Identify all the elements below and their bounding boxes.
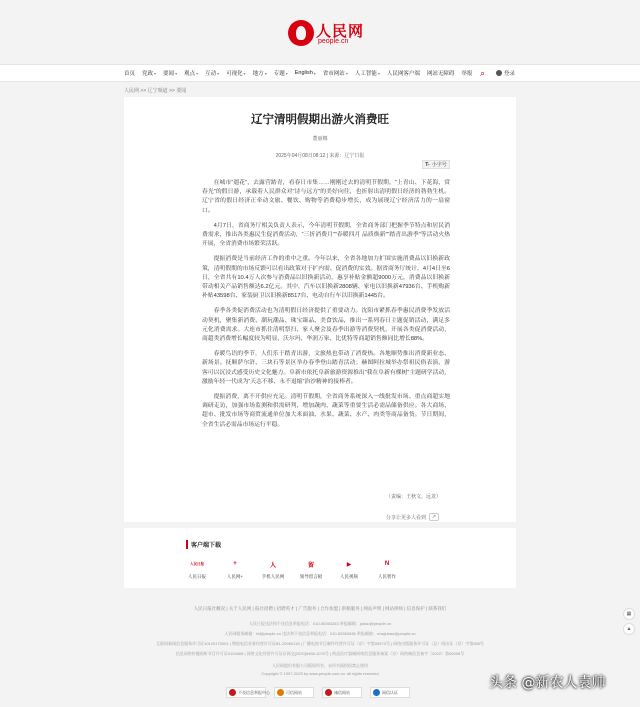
nav-item-label: 专题	[273, 71, 285, 77]
app-label: 人民网+	[226, 574, 244, 579]
app-icon: +	[228, 557, 242, 571]
nav-item-label: 互动	[205, 71, 217, 77]
app-download-panel	[124, 528, 516, 588]
share-icon[interactable]: ↗	[429, 513, 439, 521]
nav-item-label: 首页	[124, 71, 136, 77]
footer-badges	[226, 687, 410, 698]
nav-item-label: 党政	[142, 71, 154, 77]
back-to-top-icon[interactable]: ▲	[623, 623, 635, 635]
side-toolbar	[623, 608, 635, 638]
app-label: 人民智作	[378, 574, 396, 579]
badge-label: 可信网站	[286, 689, 302, 695]
app-download-item[interactable]	[338, 557, 360, 580]
badge-icon	[325, 689, 332, 696]
font-size-icon: T-	[425, 161, 430, 168]
nav-item[interactable]	[205, 69, 219, 77]
footer-badge[interactable]	[226, 687, 270, 698]
nav-items	[124, 69, 472, 77]
nav-item[interactable]	[184, 69, 198, 77]
article-paragraph: 提振消费是当前经济工作的重中之重。今年以来，全省各地加力扩围实施消费品以旧换新政策，清明假期的市场反馈可以看出政策对于扩内需、促消费的实效。据省商务厅统计，4月4日至6日，全省共有10.4万人次参与消费品以旧换新活动，惠享补贴金额超9000万元，消费品以旧换新带动相关产品销售额达6.2亿元。其中，汽车以旧换新2808辆、家电以旧换新47936台、手机购新补贴43598台、家装厨卫以旧换新8517台、电动自行车以旧换新1445台。	[202, 256, 450, 300]
app-download-item[interactable]	[300, 557, 322, 580]
nav-item[interactable]	[461, 69, 472, 77]
nav-item-label: 举报	[461, 71, 473, 77]
nav-item-label: 观点	[184, 71, 196, 77]
site-logo[interactable]	[288, 20, 365, 48]
app-icon: ▶	[342, 557, 356, 571]
footer-line-4: 信息网络传播视听节目许可证0104065 | 网络文化经营许可证京网文[2020]5498-1075号 | 药品医疗器械网络信息服务备案（京）网药械信息备字（2022）第00006号	[175, 651, 465, 656]
qr-code-icon[interactable]: ▦	[623, 608, 635, 620]
nav-item-label: 可视化	[226, 71, 243, 77]
chevron-down-icon: ▾	[313, 70, 316, 76]
app-icon: 人	[266, 557, 280, 571]
main-nav	[0, 64, 640, 82]
nav-item-label: English	[294, 70, 313, 76]
footer-links[interactable]: 人民日报社概况 | 关于人民网 | 报社招聘 | 招聘英才 | 广告服务 | 合作加盟 | 供稿服务 | 网站声明 | 网站律师 | 信息保护 | 联系我们	[193, 606, 447, 611]
app-label: 领导留言板	[299, 574, 323, 579]
footer-line-3: 互联网新闻信息服务许可证10120170001 | 增值电信业务经营许可证B1-20060118 | 广播电视节目制作经营许可证（京）字第00973号 | 网络出版服务许可证（总）网出证（京）字第056号	[156, 641, 484, 646]
login-label: 登录	[504, 71, 516, 77]
article-panel	[124, 97, 516, 522]
nav-item[interactable]	[253, 69, 267, 77]
app-list	[186, 557, 398, 580]
article-paragraph: 在城市“遛花”，去露营踏青，看春日市集……刚刚过去的清明节假期，“上青山、下花海、赏春光”的假日游，承载着人民群众对“诗与远方”的美好向往，也折射出清明假日经济的勃勃生机。辽宁省的假日经济正牵动文旅、餐饮、购物等消费稳步增长，成为展现辽宁经济活力的一扇窗口。	[202, 180, 450, 214]
nav-item-label: 要闻	[163, 71, 175, 77]
article-source-note: （责编：王秋文、远龙）	[386, 494, 442, 500]
app-download-item[interactable]	[224, 557, 246, 580]
nav-item[interactable]	[323, 69, 348, 77]
footer-badge[interactable]	[274, 687, 314, 698]
logo-text-cn: 人民网	[316, 22, 365, 40]
font-size-button[interactable]	[422, 160, 450, 169]
chevron-down-icon: ▾	[217, 70, 220, 76]
breadcrumb[interactable]: 人民网 >> 辽宁频道 >> 要闻	[124, 88, 187, 94]
font-size-label: 小字号	[431, 162, 447, 168]
nav-item[interactable]	[295, 69, 316, 77]
app-icon: N	[380, 557, 394, 571]
nav-item[interactable]	[163, 69, 177, 77]
login-button[interactable]	[496, 69, 515, 77]
badge-label: 网信认证	[382, 689, 398, 695]
share-bar[interactable]	[386, 513, 439, 521]
footer-line-2: 人民网服务邮箱：kf@people.cn 违法和不良信息举报电话：010-65363636 举报邮箱：rmwjubao@people.cn	[224, 631, 416, 636]
chevron-down-icon: ▾	[175, 70, 178, 76]
logo-text-en: people.cn	[318, 38, 349, 45]
nav-item[interactable]	[226, 69, 246, 77]
footer-line-1: 人民日报违法和不良信息举报电话：010-65363263 举报邮箱：jubao@people.cn	[248, 621, 392, 626]
app-label: 人民视频	[340, 574, 358, 579]
chevron-down-icon: ▾	[285, 70, 288, 76]
nav-item[interactable]	[355, 69, 380, 77]
nav-item-label: 省市网站	[322, 71, 345, 77]
article-editor: 董丽娜	[312, 136, 328, 142]
nav-item-label: 人工智能	[354, 71, 377, 77]
app-download-item[interactable]	[376, 557, 398, 580]
site-header	[0, 0, 640, 64]
download-title: 客户端下载	[186, 540, 221, 549]
search-icon[interactable]: ⌕	[480, 68, 486, 78]
app-label: 手机人民网	[261, 574, 285, 579]
nav-item[interactable]	[142, 69, 156, 77]
nav-item-label: 地方	[252, 71, 264, 77]
user-icon	[496, 70, 502, 76]
nav-item-label: 人民网客户端	[386, 71, 420, 77]
app-label: 人民日报	[188, 574, 206, 579]
badge-label: 不良信息举报中心	[238, 689, 270, 695]
badge-label: 诚信网站	[334, 689, 350, 695]
article-paragraph: 春季各类促消费活动也为清明假日经济提供了重要动力。沈阳市紧抓春季惠民消费季发放活动契机，聚集新消费、潮玩潮品、珠宝臻品、美食饮品，推出一系列春日主题促销活动，满足多元化消费需求。大连市抓住清明祭扫、家人聚会及春季出游等消费契机，开展各类促消费活动，商超类消费增长幅度较为明显，沃尔玛、华润万家、比优特等商超销售额同比增长88%。	[202, 308, 450, 343]
chevron-down-icon: ▾	[377, 70, 380, 76]
app-icon: 留	[304, 557, 318, 571]
footer-line-5: 人民网股份有限公司版权所有，未经书面授权禁止使用	[272, 663, 368, 668]
people-logo-icon	[288, 20, 314, 46]
nav-item[interactable]	[124, 69, 135, 77]
badge-icon	[277, 689, 284, 696]
badge-icon	[229, 689, 236, 696]
app-icon: 人民日报	[190, 557, 204, 571]
footer-badge[interactable]	[322, 687, 362, 698]
nav-item[interactable]	[427, 69, 455, 77]
chevron-down-icon: ▾	[243, 70, 246, 76]
article-meta: 2025年04月08日08:12 | 来源：辽宁日报	[275, 153, 365, 159]
watermark: 头条 @新农人袁帅	[489, 675, 606, 691]
footer-line-6: Copyright © 1997-2025 by www.people.com.cn. all rights reserved	[261, 671, 379, 676]
nav-item[interactable]	[274, 69, 288, 77]
article-paragraph: 春暖鸟语的季节，人们乐于踏青出游，文旅热也带动了消费热。各地顺势推出消费新业态、新场景。抚顺萨尔浒、三块石等景区举办春季登山踏青活动；赫图阿拉城举办祭祖民俗表演，游客可以沉浸式感受历史文化魅力。阜新市依托阜新旅游资源推出“我在阜新有棵树”主题研学活动，激励年轻一代成为“天志不移、永不退缩”治沙精神的接棒者。	[202, 351, 450, 385]
article-paragraph: 4月7日，省商务厅相关负责人表示，今年清明节假期，全省商务部门把握季节特点和居民消费需求，推出各类惠民生促消费活动，“三折消费月”“春暖四月 品质焕新”“踏青出游季”等活动火热开展，全省消费市场繁荣活跃。	[202, 222, 450, 248]
nav-item-label: 网站无障碍	[426, 71, 455, 77]
app-download-item[interactable]	[186, 557, 208, 580]
badge-icon	[373, 689, 380, 696]
article-paragraph: 提振消费，离不开供应充足。清明节假期，全省商务系统深入一线批发市场、重点商超实地调研走访，加强市场监测和供需研判，增加蔬肉、蔬菜等重要生活必需品储备供应。各大商场、超市、批发市场等商贸流通单位加大米面油、水果、蔬菜、水产、肉类等商品备货。节日期间，全省生活必需品市场运行平稳。	[202, 394, 450, 428]
chevron-down-icon: ▾	[196, 70, 199, 76]
article-title: 辽宁清明假期出游火消费旺	[251, 112, 389, 126]
chevron-down-icon: ▾	[345, 70, 348, 76]
chevron-down-icon: ▾	[264, 70, 267, 76]
footer-badge[interactable]	[370, 687, 410, 698]
share-label: 分享让更多人看到	[386, 514, 427, 521]
article-body	[202, 179, 450, 436]
nav-item[interactable]	[387, 69, 420, 77]
chevron-down-icon: ▾	[154, 70, 157, 76]
app-download-item[interactable]	[262, 557, 284, 580]
